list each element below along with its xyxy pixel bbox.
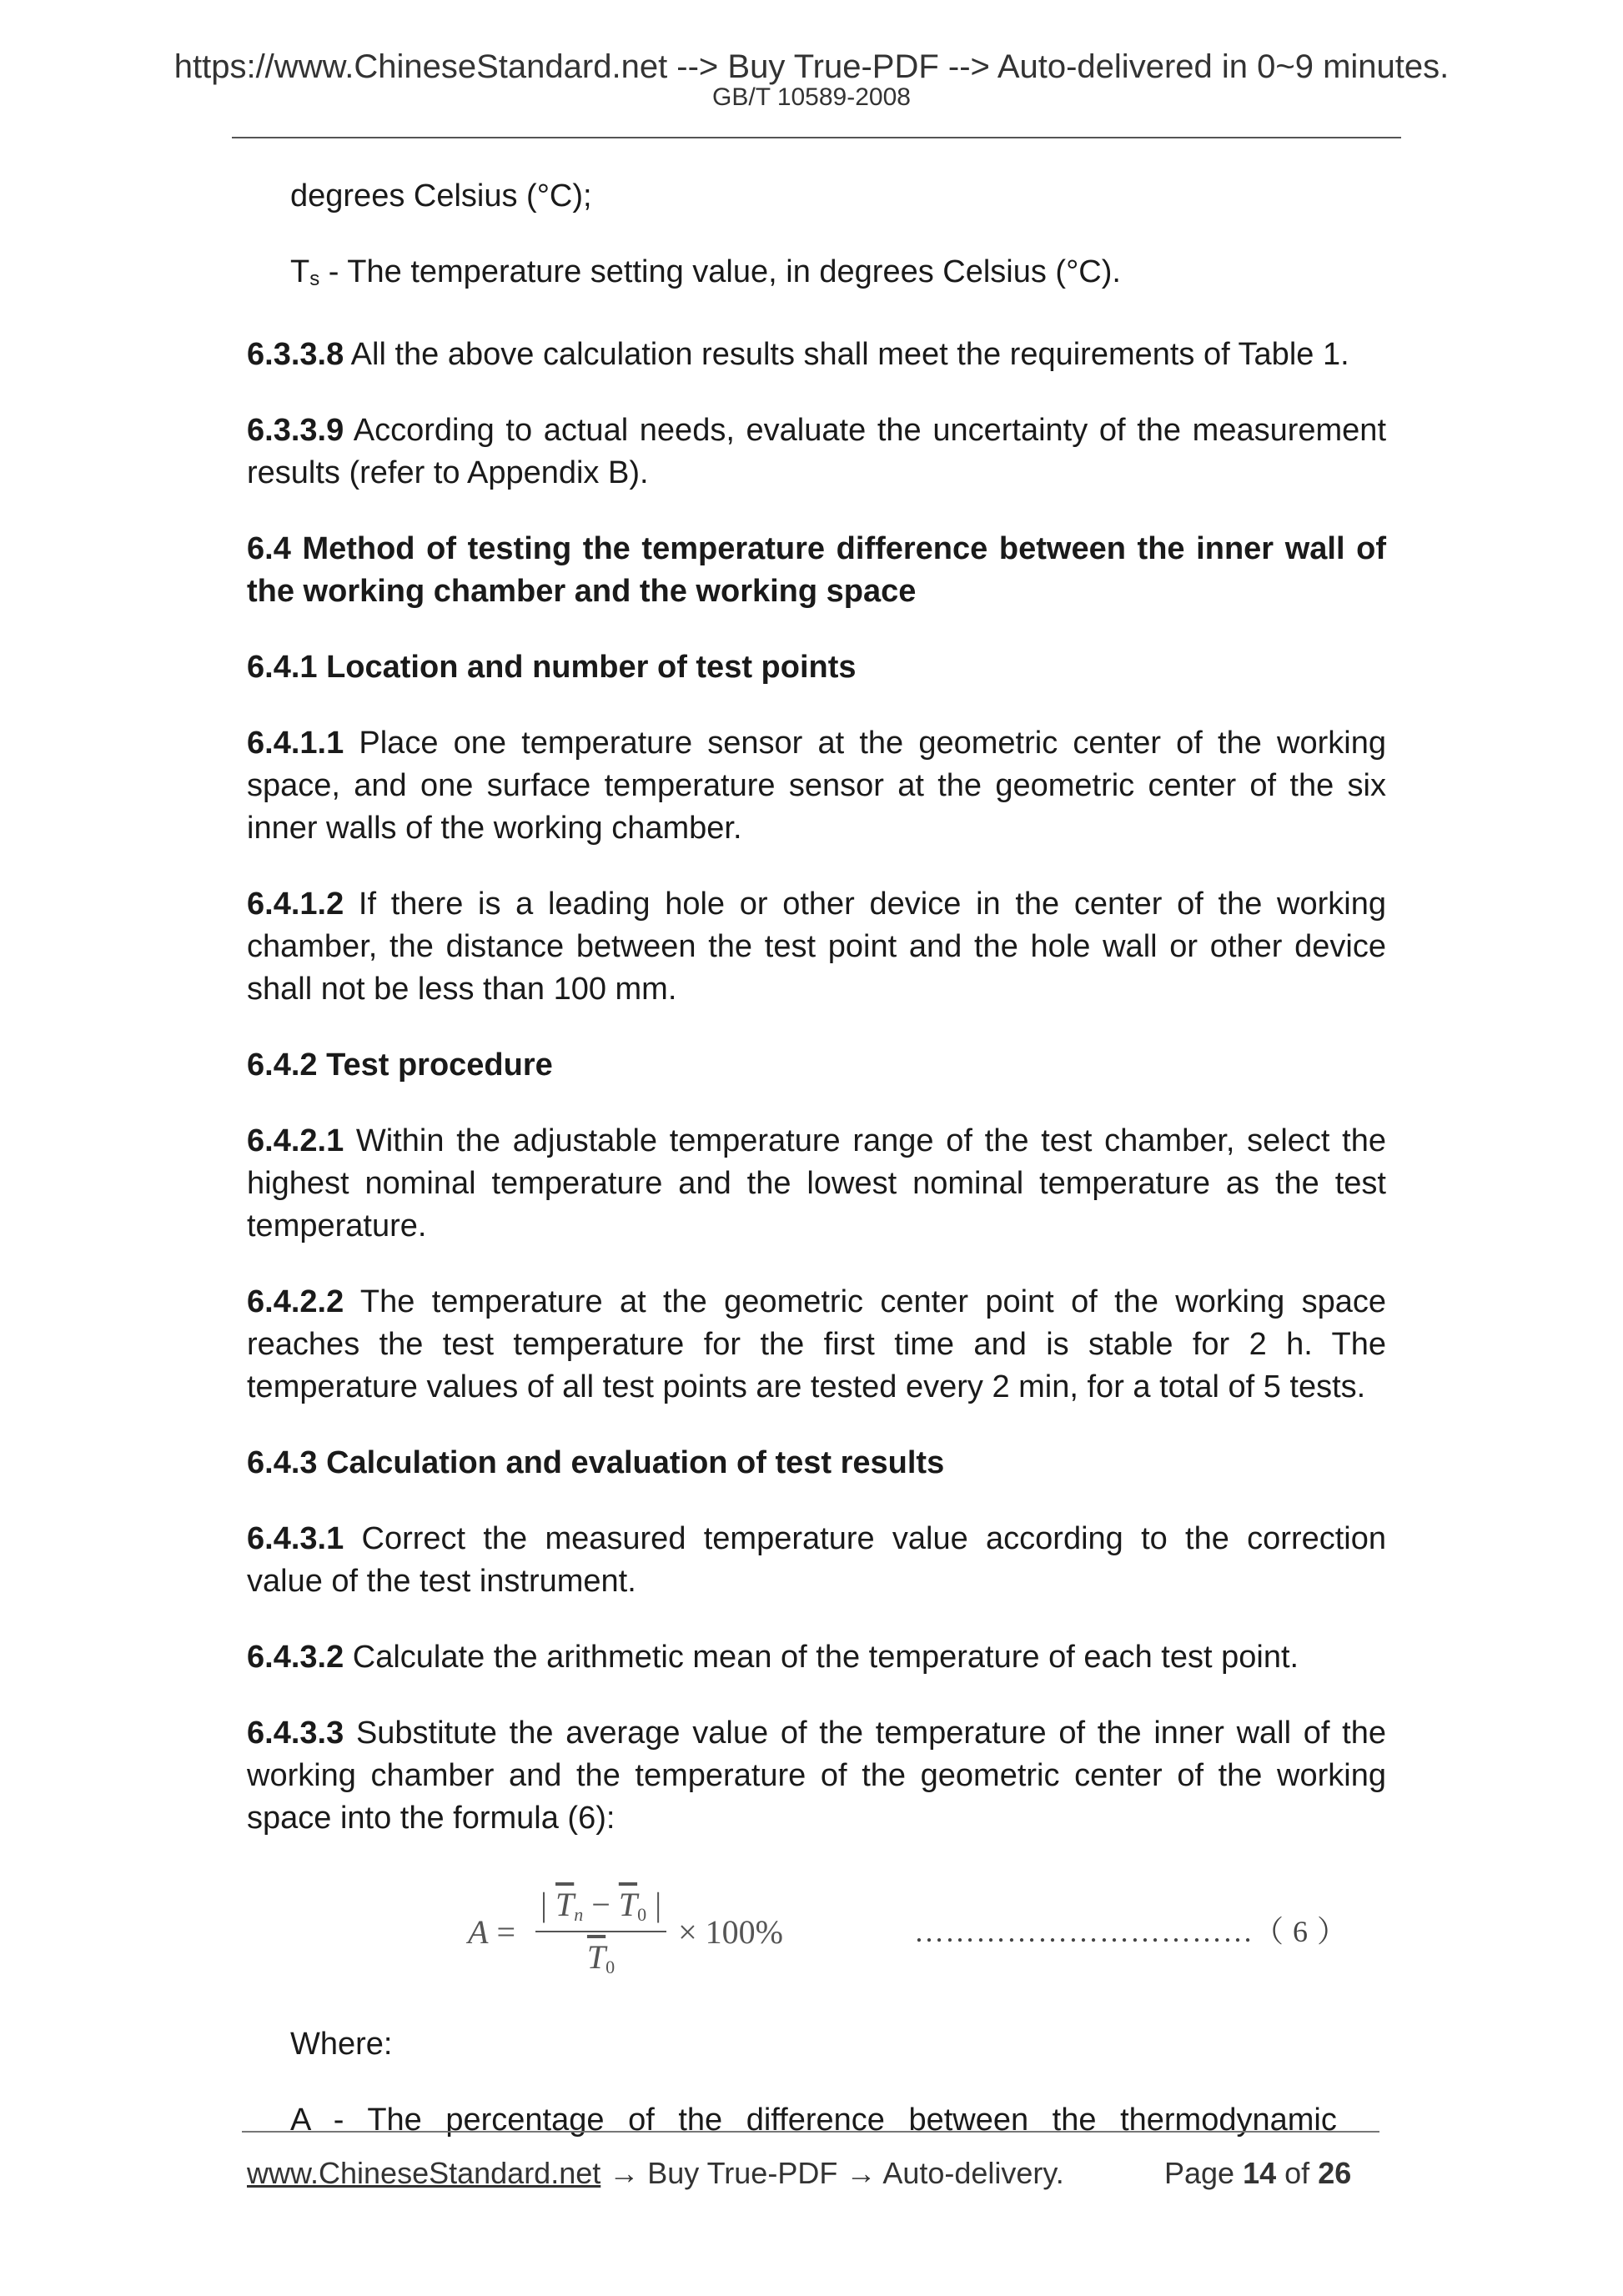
clause-text: Calculate the arithmetic mean of the temperature of each test point. [344,1640,1299,1675]
ts-definition-text: - The temperature setting value, in degrees Celsius (°C). [319,254,1121,289]
page-word: Page [1164,2156,1235,2190]
formula-equals: = [496,1912,515,1951]
clause-6-4-3-1 [247,1518,1386,1603]
where-label: Where: [290,2027,393,2062]
formula-expression [468,1882,783,1982]
formula-number-label: ……………………………（ 6 ） [914,1915,1348,1948]
footer-page-number [1164,2157,1351,2190]
formula-fraction [535,1885,666,1978]
ts-subscript: s [309,268,320,290]
formula-lhs: A [468,1912,489,1951]
clause-number: 6.4.1.2 [247,887,344,922]
formula-numerator [535,1885,666,1932]
document-body [247,175,1386,2175]
clause-number: 6.4.2.2 [247,1284,344,1319]
abs-bar-close: | [655,1886,662,1923]
clause-6-4-3-2 [247,1636,1386,1679]
clause-6-4-1-1 [247,722,1386,850]
footer-divider [242,2131,1379,2133]
abs-bar-open: | [540,1886,548,1923]
continuation-text: degrees Celsius (°C); [290,178,592,214]
page-total: 26 [1318,2156,1352,2190]
formula-minus: − [591,1886,619,1923]
a-definition: A - The percentage of the difference between the thermodynamic [290,2103,1337,2138]
formula-denominator [587,1932,615,1978]
heading-6-4-2: 6.4.2 Test procedure [247,1048,553,1083]
clause-text: All the above calculation results shall meet the requirements of Table 1. [344,337,1349,372]
clause-number: 6.4.1.1 [247,726,344,761]
clause-number: 6.4.3.1 [247,1521,344,1556]
sub-n: n [574,1904,584,1925]
sub-0: 0 [637,1904,647,1925]
mean-t-0-denominator: $\overline{T}$ [586,1938,606,1976]
heading-6-4: 6.4 Method of testing the temperature difference between the inner wall of the working chamber and the working space [247,531,1386,609]
clause-text: According to actual needs, evaluate the uncertainty of the measurement results (refer to Appendix B). [247,413,1386,490]
clause-6-4-3-3 [247,1712,1386,1840]
header-url-line: https://www.ChineseStandard.net --> Buy True-PDF --> Auto-delivered in 0~9 minutes. [173,48,1450,85]
ts-symbol: T [290,254,310,289]
clause-text: If there is a leading hole or other device in the center of the working chamber, the distance between the test point and the hole wall or other device shall not be less than 100 mm. [247,887,1386,1007]
clause-6-3-3-8 [247,334,1386,376]
continuation-line [247,175,1386,218]
of-word: of [1284,2156,1310,2190]
clause-6-3-3-9 [247,409,1386,495]
clause-number: 6.4.3.2 [247,1640,344,1675]
formula-times-100-percent: × 100% [678,1912,783,1951]
page-current: 14 [1243,2156,1277,2190]
mean-t-0: $\overline{T}$ [618,1886,638,1923]
clause-text: Substitute the average value of the temperature of the inner wall of the working chamber and the temperature of the geometric center of the working space into the formula (6): [247,1716,1386,1836]
clause-6-4-2-1 [247,1120,1386,1248]
clause-number: 6.4.2.1 [247,1123,344,1158]
sub-0-denominator: 0 [605,1957,616,1977]
header-standard-code: GB/T 10589-2008 [712,83,911,111]
clause-text: Correct the measured temperature value according to the correction value of the test instrument. [247,1521,1386,1599]
formula-6 [247,1873,1386,1998]
clause-number: 6.4.3.3 [247,1716,344,1751]
header-divider [232,137,1401,138]
clause-6-4-1-2 [247,883,1386,1011]
clause-number: 6.3.3.9 [247,413,344,448]
clause-text: The temperature at the geometric center point of the working space reaches the test temperature for the first time and is stable for 2 h. The temperature values of all test points are tested every 2 min, for a total of 5 tests. [247,1284,1386,1404]
ts-definition [247,251,1386,300]
clause-text: Place one temperature sensor at the geometric center of the working space, and one surface temperature sensor at the geometric center of the six inner walls of the working chamber. [247,726,1386,846]
footer-site [247,2157,1064,2190]
footer-site-link[interactable]: www.ChineseStandard.net [247,2156,601,2190]
heading-6-4-1: 6.4.1 Location and number of test points [247,650,857,685]
clause-6-4-2-2 [247,1281,1386,1409]
mean-t-n: $\overline{T}$ [555,1886,575,1923]
footer-tagline: → Buy True-PDF → Auto-delivery. [600,2156,1064,2190]
clause-text: Within the adjustable temperature range of the test chamber, select the highest nominal temperature and the lowest nominal temperature as the test temperature. [247,1123,1386,1243]
heading-6-4-3: 6.4.3 Calculation and evaluation of test results [247,1445,945,1480]
clause-number: 6.3.3.8 [247,337,344,372]
